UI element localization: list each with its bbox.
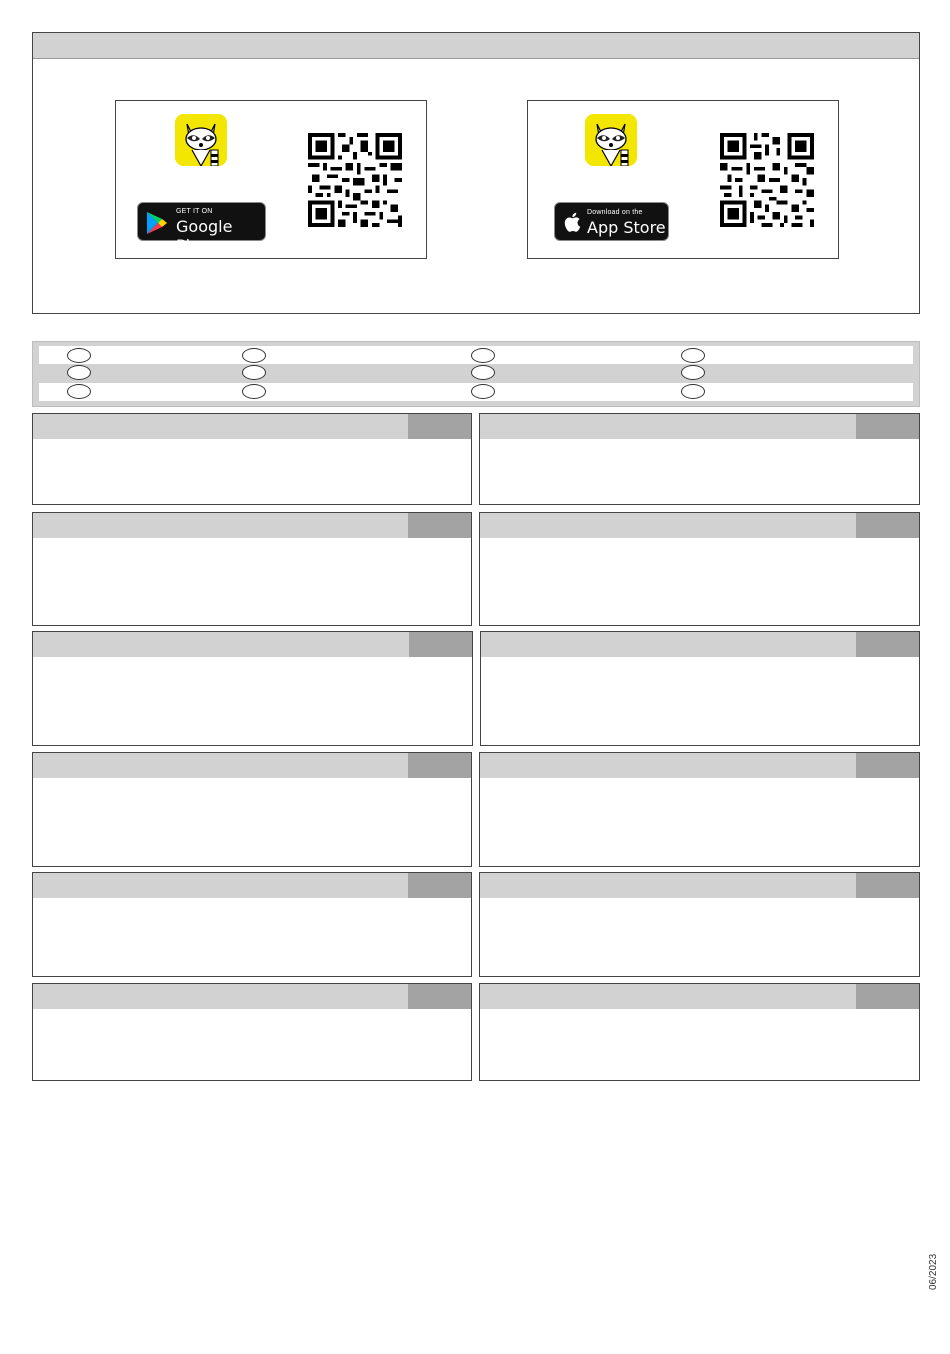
google-play-button[interactable] — [137, 202, 266, 255]
raccoon-icon — [175, 114, 227, 166]
language-badge[interactable] — [471, 384, 495, 399]
section-header — [33, 984, 471, 1009]
language-badge[interactable] — [471, 365, 495, 380]
section-language-tag — [408, 873, 471, 898]
google-play-card — [115, 100, 427, 259]
document-date: 06/2023 — [928, 1253, 939, 1290]
language-badge[interactable] — [242, 365, 266, 380]
language-row — [39, 346, 913, 364]
raccoon-app-icon[interactable] — [175, 114, 227, 166]
badge-caption: GET IT ON — [176, 208, 213, 215]
language-badge[interactable] — [67, 384, 91, 399]
section-header — [480, 984, 919, 1009]
section-box — [32, 872, 472, 977]
language-badge[interactable] — [681, 365, 705, 380]
section-language-tag — [408, 753, 471, 778]
section-language-tag — [408, 513, 471, 538]
section-header — [33, 414, 471, 439]
raccoon-app-icon[interactable] — [585, 114, 637, 166]
section-language-tag — [856, 873, 919, 898]
app-store-card — [527, 100, 839, 259]
language-badge[interactable] — [681, 348, 705, 363]
language-badge[interactable] — [471, 348, 495, 363]
section-box — [479, 872, 920, 977]
section-header — [481, 632, 919, 657]
section-box — [480, 631, 920, 746]
section-language-tag — [856, 753, 919, 778]
section-box — [32, 631, 473, 746]
badge-caption: Download on the — [587, 209, 643, 216]
section-box — [479, 413, 920, 505]
language-badge[interactable] — [67, 348, 91, 363]
section-language-tag — [856, 513, 919, 538]
badge-store-name: Google Play — [176, 217, 233, 255]
google-play-qr-code — [308, 133, 402, 227]
section-language-tag — [856, 414, 919, 439]
app-store-button[interactable] — [554, 202, 669, 241]
language-row — [39, 364, 913, 382]
section-box — [479, 512, 920, 626]
section-language-tag — [408, 984, 471, 1009]
language-table — [32, 341, 920, 407]
section-header — [480, 513, 919, 538]
section-header — [33, 632, 472, 657]
section-header — [33, 513, 471, 538]
section-box — [479, 983, 920, 1081]
section-header — [33, 753, 471, 778]
raccoon-icon — [585, 114, 637, 166]
section-box — [479, 752, 920, 867]
section-language-tag — [856, 984, 919, 1009]
section-box — [32, 413, 472, 505]
panel-header-bar — [33, 33, 919, 59]
language-badge[interactable] — [242, 384, 266, 399]
app-download-panel — [32, 32, 920, 314]
section-box — [32, 512, 472, 626]
section-header — [480, 873, 919, 898]
section-box — [32, 752, 472, 867]
badge-store-name: App Store — [587, 218, 666, 237]
language-badge[interactable] — [681, 384, 705, 399]
section-header — [33, 873, 471, 898]
section-box — [32, 983, 472, 1081]
section-language-tag — [856, 632, 919, 657]
section-language-tag — [408, 414, 471, 439]
section-header — [480, 753, 919, 778]
apple-icon — [563, 211, 581, 233]
app-store-qr-code — [720, 133, 814, 227]
language-row — [39, 383, 913, 401]
language-badge[interactable] — [242, 348, 266, 363]
language-badge[interactable] — [67, 365, 91, 380]
section-header — [480, 414, 919, 439]
section-language-tag — [409, 632, 472, 657]
google-play-icon — [146, 211, 168, 235]
